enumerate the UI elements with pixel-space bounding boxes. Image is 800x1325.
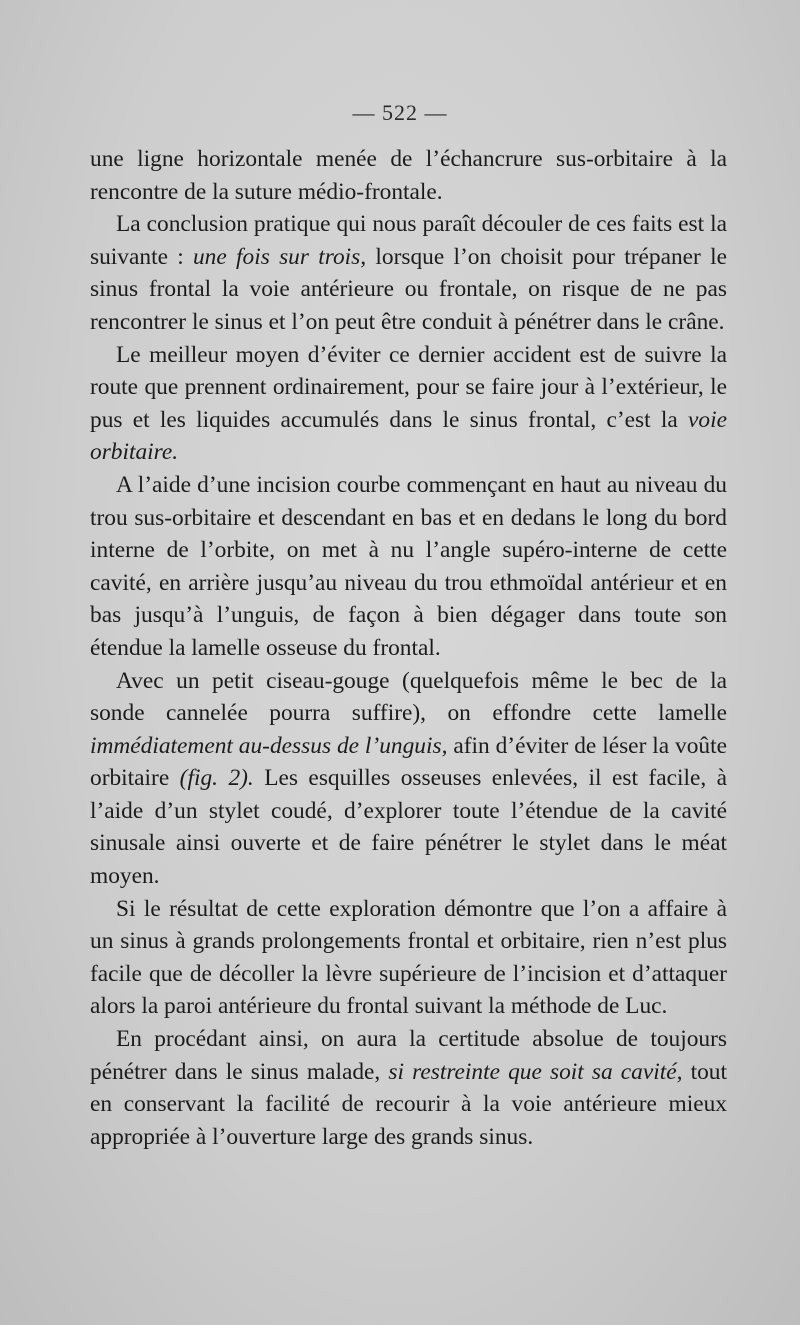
text-segment: Le meilleur moyen d’éviter ce dernier accident est de suivre la route que prennent ordinairement, pour se faire jour à l’extérieur, le pus et les liquides accumulés dans le sinus frontal, c’est la bbox=[90, 341, 727, 433]
paragraph bbox=[90, 469, 727, 665]
body-text bbox=[90, 143, 727, 1153]
text-segment: Les esquilles osseuses enlevées, il est facile, à l’aide d’un stylet coudé, d’explorer toute l’étendue de la cavité sinusale ainsi ouverte et de faire pénétrer le stylet dans le méat moyen. bbox=[90, 765, 728, 890]
italic-text: si restreinte que soit sa cavité, bbox=[388, 1058, 683, 1085]
italic-text: voie orbitaire. bbox=[90, 406, 727, 466]
italic-text: (fig. 2). bbox=[179, 765, 254, 792]
paragraph bbox=[90, 143, 727, 208]
paragraph bbox=[90, 1023, 727, 1153]
text-segment: Avec un petit ciseau-gouge (quelquefois même le bec de la sonde cannelée pourra suffire), on effondre cette lamelle bbox=[90, 667, 727, 727]
italic-text: une fois sur trois, bbox=[192, 243, 367, 270]
text-segment: A l’aide d’une incision courbe commençant en haut au niveau du trou sus-orbitaire et descendant en bas et en dedans le long du bord interne de l’orbite, on met à nu l’angle supéro-interne de cette cavité, en arrière jusqu’au niveau du trou ethmoïdal antérieur et en bas jusqu’à l’unguis, de façon à bien dégager dans toute son étendue la lamelle osseuse du frontal. bbox=[90, 471, 727, 661]
text-segment: En procédant ainsi, on aura la certitude absolue de toujours pénétrer dans le sinus malade, bbox=[90, 1026, 727, 1085]
text-segment: afin d’éviter de léser la voûte orbitaire bbox=[90, 732, 727, 792]
text-segment: une ligne horizontale menée de l’échancrure sus-orbitaire à la rencontre de la suture médio-frontale. bbox=[90, 146, 727, 205]
page-number: — 522 — bbox=[352, 100, 448, 125]
paragraph bbox=[90, 339, 727, 469]
text-segment: Si le résultat de cette exploration démontre que l’on a affaire à un sinus à grands prolongements frontal et orbitaire, rien n’est plus facile que de décoller la lèvre supérieure de l’incision et d’attaquer alors la paroi antérieure du frontal suivant la méthode de Luc. bbox=[90, 895, 727, 1020]
paragraph bbox=[90, 665, 727, 893]
paragraph bbox=[90, 208, 727, 338]
text-segment: tout en conservant la facilité de recourir à la voie antérieure mieux appropriée à l’ouverture large des grands sinus. bbox=[90, 1058, 727, 1150]
paragraph bbox=[90, 893, 727, 1023]
text-segment: lorsque l’on choisit pour trépaner le sinus frontal la voie antérieure ou frontale, on risque de ne pas rencontrer le sinus et l’on peut être conduit à pénétrer dans le crâne. bbox=[90, 243, 727, 335]
italic-text: immédiatement au-dessus de l’unguis, bbox=[90, 732, 448, 759]
text-segment: La conclusion pratique qui nous paraît découler de ces faits est la suivante : bbox=[90, 211, 727, 270]
